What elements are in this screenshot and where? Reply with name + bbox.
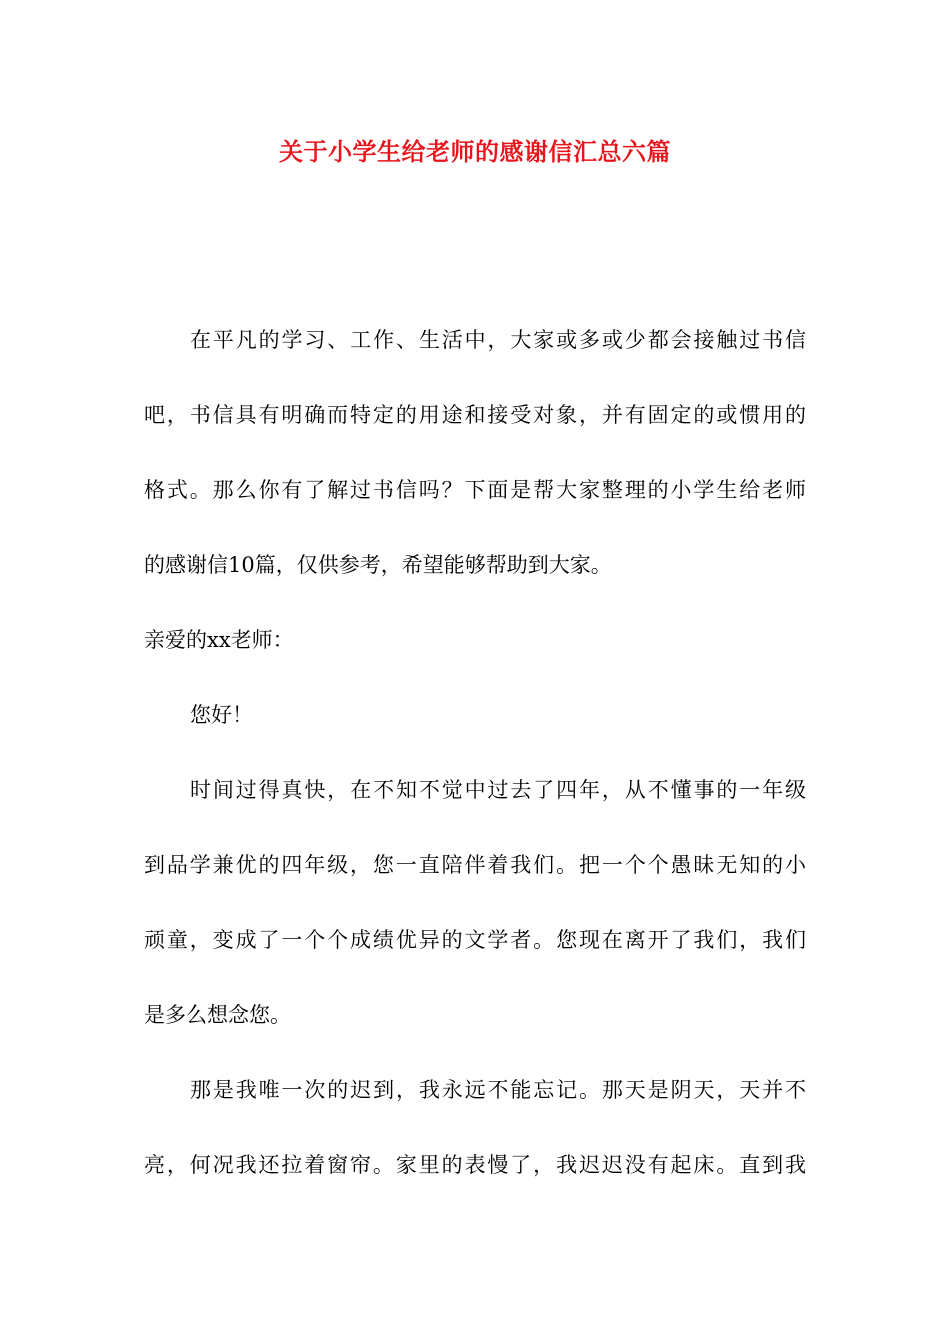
document-body bbox=[144, 322, 806, 1222]
paragraph-line: 格式。那么你有了解过书信吗？下面是帮大家整理的小学生给老师 bbox=[144, 478, 806, 502]
salutation-line: 亲爱的xx老师： bbox=[144, 628, 294, 652]
paragraph-line: 亮，何况我还拉着窗帘。家里的表慢了，我迟迟没有起床。直到我 bbox=[144, 1153, 806, 1177]
paragraph-line: 到品学兼优的四年级，您一直陪伴着我们。把一个个愚昧无知的小 bbox=[144, 853, 806, 877]
greeting-line: 您好！ bbox=[190, 703, 253, 727]
paragraph-line: 吧，书信具有明确而特定的用途和接受对象，并有固定的或惯用的 bbox=[144, 403, 806, 427]
paragraph-line: 的感谢信10篇，仅供参考，希望能够帮助到大家。 bbox=[144, 553, 612, 577]
paragraph-line: 在平凡的学习、工作、生活中，大家或多或少都会接触过书信 bbox=[190, 328, 806, 352]
paragraph-line: 顽童，变成了一个个成绩优异的文学者。您现在离开了我们，我们 bbox=[144, 928, 806, 952]
paragraph-line: 时间过得真快，在不知不觉中过去了四年，从不懂事的一年级 bbox=[190, 778, 806, 802]
paragraph-line: 那是我唯一次的迟到，我永远不能忘记。那天是阴天，天并不 bbox=[190, 1078, 806, 1102]
document-title: 关于小学生给老师的感谢信汇总六篇 bbox=[279, 137, 671, 166]
paragraph-line: 是多么想念您。 bbox=[144, 1003, 291, 1027]
